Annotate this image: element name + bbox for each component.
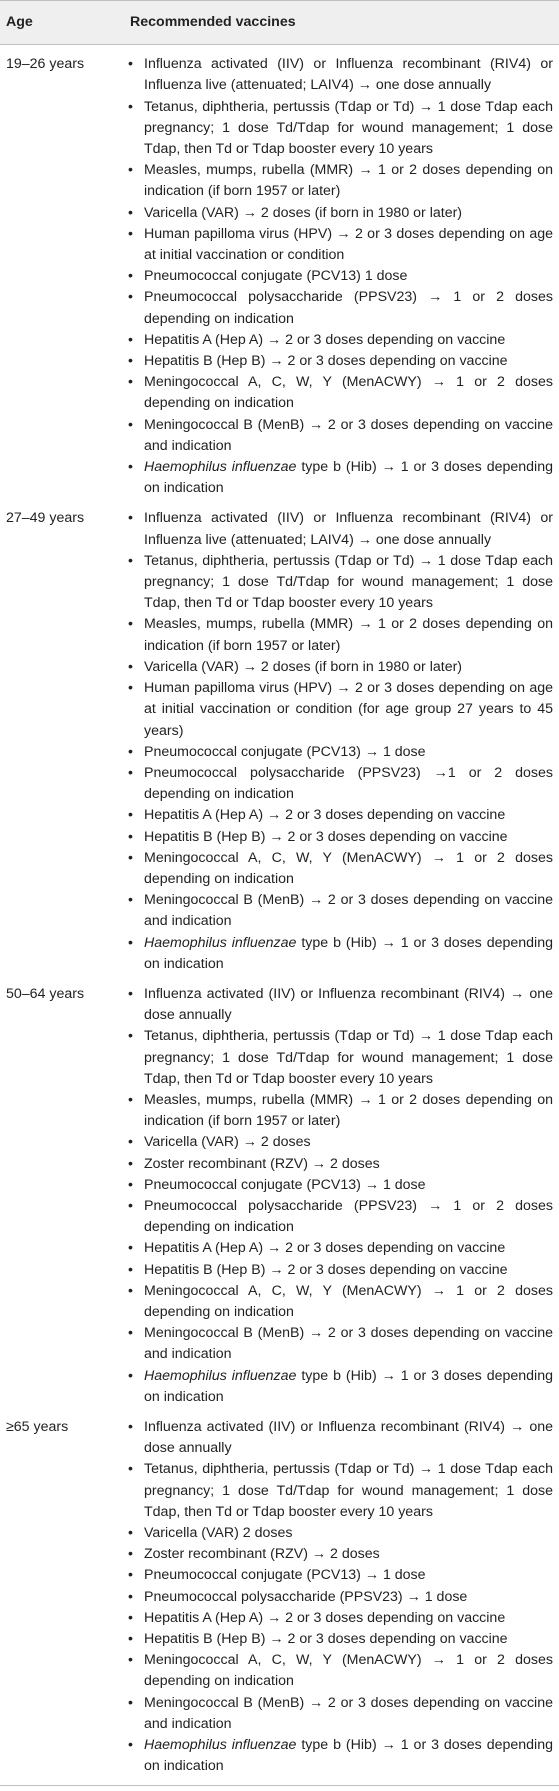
list-item — [124, 1260, 553, 1281]
list-item — [124, 1544, 553, 1565]
vaccines-cell — [124, 499, 559, 974]
list-item — [124, 415, 553, 457]
vaccine-text: Pneumococcal polysaccharide (PPSV23) → 1 or 2 doses depending on indication — [144, 1197, 553, 1236]
list-item — [124, 827, 553, 848]
list-item — [124, 805, 553, 826]
vaccine-text: Meningococcal A, C, W, Y (MenACWY) → 1 or 2 doses depending on indication — [144, 374, 553, 412]
vaccines-cell — [124, 1408, 559, 1786]
list-item — [124, 742, 553, 763]
vaccine-text: Hepatitis B (Hep B) → 2 or 3 doses depending on vaccine — [144, 828, 508, 845]
list-item — [124, 1459, 553, 1523]
list-item — [124, 1132, 553, 1153]
vaccine-text: Meningococcal B (MenB) → 2 or 3 doses depending on vaccine and indication — [144, 416, 553, 454]
vaccine-text: Zoster recombinant (RZV) → 2 doses — [144, 1546, 380, 1563]
vaccine-text: Pneumococcal polysaccharide (PPSV23) →1 or 2 doses depending on indication — [144, 764, 553, 803]
vaccine-text: Hepatitis B (Hep B) → 2 or 3 doses depending on vaccine — [144, 1261, 508, 1278]
list-item — [124, 614, 553, 656]
table-header — [0, 1, 559, 45]
organism-name: Haemophilus influenzae — [144, 1737, 297, 1754]
vaccine-list — [124, 984, 553, 1408]
vaccine-text: Pneumococcal conjugate (PCV13) 1 dose — [144, 268, 408, 285]
vaccine-text: Tetanus, diphtheria, pertussis (Tdap or Td) → 1 dose Tdap each pregnancy; 1 dose Td/Tdap for wound management; 1 dose Tdap, then Td or Tdap booster every 10 years — [144, 552, 553, 612]
list-item — [124, 287, 553, 329]
list-item — [124, 984, 553, 1026]
organism-name: Haemophilus influenzae — [144, 1367, 297, 1384]
vaccine-text: Influenza activated (IIV) or Influenza recombinant (RIV4) → one dose annually — [144, 985, 553, 1024]
vaccine-text: Pneumococcal polysaccharide (PPSV23) → 1 dose — [144, 1588, 468, 1605]
list-item — [124, 1196, 553, 1238]
vaccine-text: Meningococcal B (MenB) → 2 or 3 doses depending on vaccine and indication — [144, 892, 553, 930]
vaccine-text: Tetanus, diphtheria, pertussis (Tdap or Td) → 1 dose Tdap each pregnancy; 1 dose Td/Tdap for wound management; 1 dose Tdap, then Td or Tdap booster every 10 years — [144, 1028, 553, 1087]
list-item — [124, 351, 553, 372]
vaccine-text: Varicella (VAR) 2 doses — [144, 1525, 293, 1542]
vaccine-text: Hepatitis A (Hep A) → 2 or 3 doses depending on vaccine — [144, 1240, 506, 1257]
table-row — [0, 499, 559, 974]
table-body — [0, 45, 559, 1786]
age-cell: ≥65 years — [6, 1419, 69, 1435]
list-item — [124, 1608, 553, 1629]
vaccine-text: Meningococcal B (MenB) → 2 or 3 doses depending on vaccine and indication — [144, 1325, 553, 1363]
vaccine-text: Zoster recombinant (RZV) → 2 doses — [144, 1155, 380, 1172]
list-item — [124, 1238, 553, 1259]
list-item — [124, 657, 553, 678]
vaccine-text: Influenza activated (IIV) or Influenza recombinant (RIV4) or Influenza live (attenuated; LAIV4) → one dose annually — [144, 510, 553, 548]
table-row — [0, 1408, 559, 1786]
vaccine-list — [124, 1417, 553, 1777]
vaccine-text: Tetanus, diphtheria, pertussis (Tdap or Td) → 1 dose Tdap each pregnancy; 1 dose Td/Tdap for wound management; 1 dose Tdap, then Td or Tdap booster every 10 years — [144, 98, 553, 158]
vaccine-text: type b (Hib) → 1 or 3 doses depending on indication — [144, 934, 553, 972]
vaccine-text: Influenza activated (IIV) or Influenza recombinant (RIV4) or Influenza live (attenuated; LAIV4) → one dose annually — [144, 56, 553, 94]
vaccine-text: Pneumococcal conjugate (PCV13) → 1 dose — [144, 1567, 426, 1584]
list-item — [124, 1175, 553, 1196]
list-item — [124, 1281, 553, 1323]
header-recommended-vaccines: Recommended vaccines — [130, 14, 296, 30]
list-item — [124, 160, 553, 202]
vaccine-text: Influenza activated (IIV) or Influenza recombinant (RIV4) → one dose annually — [144, 1419, 553, 1457]
organism-name: Haemophilus influenzae — [144, 459, 297, 476]
age-cell: 19–26 years — [6, 56, 85, 73]
list-item — [124, 508, 553, 550]
vaccines-cell — [124, 975, 559, 1408]
vaccine-text: Meningococcal A, C, W, Y (MenACWY) → 1 or 2 doses depending on indication — [144, 849, 553, 887]
list-item — [124, 1417, 553, 1459]
list-item — [124, 551, 553, 615]
vaccine-text: Pneumococcal conjugate (PCV13) → 1 dose — [144, 1176, 426, 1193]
table-row — [0, 45, 559, 500]
vaccine-text: Hepatitis B (Hep B) → 2 or 3 doses depending on vaccine — [144, 353, 508, 370]
list-item — [124, 203, 553, 224]
list-item — [124, 1026, 553, 1090]
list-item — [124, 1735, 553, 1777]
vaccine-text: Measles, mumps, rubella (MMR) → 1 or 2 doses depending on indication (if born 1957 or later) — [144, 616, 553, 654]
list-item — [124, 933, 553, 975]
vaccine-text: type b (Hib) → 1 or 3 doses depending on indication — [144, 1737, 553, 1775]
list-item — [124, 1693, 553, 1735]
vaccine-text: Meningococcal B (MenB) → 2 or 3 doses depending on vaccine and indication — [144, 1694, 553, 1732]
list-item — [124, 763, 553, 805]
list-item — [124, 678, 553, 742]
list-item — [124, 1565, 553, 1586]
list-item — [124, 890, 553, 932]
list-item — [124, 1629, 553, 1650]
vaccine-text: Varicella (VAR) → 2 doses — [144, 1134, 311, 1151]
list-item — [124, 372, 553, 414]
vaccine-text: Pneumococcal polysaccharide (PPSV23) → 1 or 2 doses depending on indication — [144, 289, 553, 327]
vaccine-text: type b (Hib) → 1 or 3 doses depending on indication — [144, 459, 553, 497]
vaccine-list — [124, 54, 553, 499]
list-item — [124, 457, 553, 499]
organism-name: Haemophilus influenzae — [144, 934, 297, 951]
age-cell: 50–64 years — [6, 985, 85, 1002]
vaccine-text: Human papilloma virus (HPV) → 2 or 3 doses depending on age at initial vaccination or condition — [144, 225, 553, 264]
list-item — [124, 1587, 553, 1608]
list-item — [124, 224, 553, 266]
list-item — [124, 54, 553, 96]
vaccine-text: Varicella (VAR) → 2 doses (if born in 1980 or later) — [144, 658, 463, 675]
vaccine-text: Hepatitis B (Hep B) → 2 or 3 doses depending on vaccine — [144, 1631, 508, 1648]
list-item — [124, 330, 553, 351]
list-item — [124, 1523, 553, 1544]
vaccine-text: Hepatitis A (Hep A) → 2 or 3 doses depending on vaccine — [144, 807, 506, 824]
vaccine-text: Pneumococcal conjugate (PCV13) → 1 dose — [144, 743, 426, 760]
table-row — [0, 975, 559, 1408]
list-item — [124, 1323, 553, 1365]
vaccine-text: type b (Hib) → 1 or 3 doses depending on indication — [144, 1367, 553, 1405]
vaccine-text: Hepatitis A (Hep A) → 2 or 3 doses depending on vaccine — [144, 1609, 506, 1626]
vaccine-text: Varicella (VAR) → 2 doses (if born in 1980 or later) — [144, 204, 463, 221]
list-item — [124, 1650, 553, 1692]
header-row — [0, 1, 559, 45]
list-item — [124, 266, 553, 287]
list-item — [124, 848, 553, 890]
vaccine-text: Measles, mumps, rubella (MMR) → 1 or 2 doses depending on indication (if born 1957 or later) — [144, 1091, 553, 1130]
vaccine-text: Meningococcal A, C, W, Y (MenACWY) → 1 or 2 doses depending on indication — [144, 1282, 553, 1320]
vaccine-list — [124, 508, 553, 974]
vaccine-text: Tetanus, diphtheria, pertussis (Tdap or Td) → 1 dose Tdap each pregnancy; 1 dose Td/Tdap for wound management; 1 dose Tdap, then Td or Tdap booster every 10 years — [144, 1461, 553, 1520]
age-cell: 27–49 years — [6, 510, 85, 527]
vaccine-text: Measles, mumps, rubella (MMR) → 1 or 2 doses depending on indication (if born 1957 or later) — [144, 162, 553, 200]
list-item — [124, 97, 553, 161]
vaccine-text: Human papilloma virus (HPV) → 2 or 3 doses depending on age at initial vaccination or condition (for age group 27 years to 45 years) — [144, 680, 553, 739]
header-age: Age — [6, 14, 33, 30]
vaccine-text: Hepatitis A (Hep A) → 2 or 3 doses depending on vaccine — [144, 331, 506, 348]
list-item — [124, 1090, 553, 1132]
vaccine-text: Meningococcal A, C, W, Y (MenACWY) → 1 or 2 doses depending on indication — [144, 1652, 553, 1690]
vaccines-cell — [124, 45, 559, 500]
list-item — [124, 1154, 553, 1175]
list-item — [124, 1366, 553, 1408]
